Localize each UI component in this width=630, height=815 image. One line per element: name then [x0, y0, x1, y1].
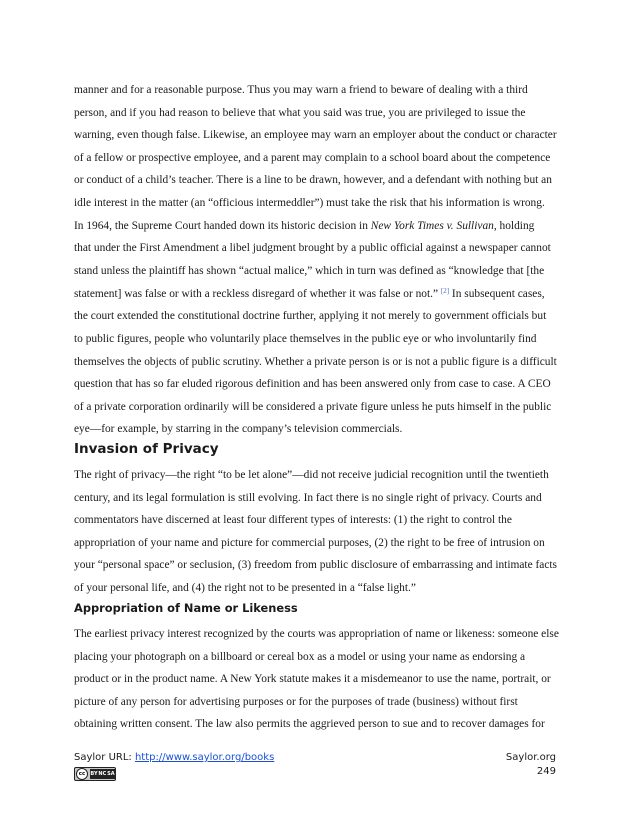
body-line: of a fellow or prospective employee, and a parent may complain to a school board about the competence [74, 152, 551, 164]
subsection-heading: Appropriation of Name or Likeness [74, 601, 298, 615]
body-text: , holding [493, 220, 535, 232]
body-line: obtaining written consent. The law also permits the aggrieved person to sue and to recover damages for [74, 718, 545, 730]
body-line: The right of privacy—the right “to be let alone”—did not receive judicial recognition until the twentieth [74, 469, 549, 481]
footnote-link[interactable]: [2] [440, 287, 450, 295]
body-text: statement] was false or with a reckless disregard of whether it was false or not.” [74, 288, 441, 300]
section-heading: Invasion of Privacy [74, 441, 219, 457]
body-line: the court extended the constitutional doctrine further, applying it not merely to government officials but [74, 310, 547, 322]
footer-url-label: Saylor URL: [74, 752, 135, 763]
body-line: warning, even though false. Likewise, an employee may warn an employer about the conduct or character [74, 129, 557, 141]
body-line: that under the First Amendment a libel judgment brought by a public official against a newspaper cannot [74, 242, 551, 254]
saylor-books-link[interactable]: http://www.saylor.org/books [134, 752, 275, 763]
body-line: of a private corporation ordinarily will be considered a private figure unless he puts himself in the public [74, 401, 552, 413]
by-icon: BY [90, 771, 98, 777]
body-line: to public figures, people who voluntarily place themselves in the public eye or who involuntarily find [74, 333, 537, 345]
body-line: stand unless the plaintiff has shown “actual malice,” which in turn was defined as “knowledge that [the [74, 265, 545, 277]
body-line: placing your photograph on a billboard or cereal box as a model or using your name as endorsing a [74, 651, 526, 663]
body-line: product or in the product name. A New York statute makes it a misdemeanor to use the name, portrait, or [74, 673, 551, 685]
page-number: 249 [536, 766, 556, 777]
body-line: question that has so far eluded rigorous definition and has been answered only from case to case. A CEO [74, 378, 551, 390]
body-line: or conduct of a child’s teacher. There is a line to be drawn, however, and a defendant with nothing but an [74, 174, 552, 186]
body-line: commentators have discerned at least four different types of interests: (1) the right to control the [74, 514, 512, 526]
body-line: picture of any person for advertising purposes or for the purposes of trade (business) without first [74, 696, 518, 708]
body-line: The earliest privacy interest recognized by the courts was appropriation of name or likeness: someone else [74, 628, 559, 640]
nc-icon: NC [98, 771, 107, 777]
footer-url [74, 752, 274, 763]
footer-site: Saylor.org [505, 752, 556, 763]
sa-icon: SA [107, 771, 115, 777]
case-name: New York Times v. Sullivan [370, 220, 494, 232]
body-line: person, and if you had reason to believe that what you said was true, you are privileged to issue the [74, 107, 526, 119]
body-line: your “personal space” or seclusion, (3) freedom from public disclosure of embarrassing and intimate facts [74, 559, 557, 571]
body-text: In 1964, the Supreme Court handed down its historic decision in [74, 220, 371, 232]
body-line: manner and for a reasonable purpose. Thus you may warn a friend to beware of dealing with a third [74, 84, 528, 96]
body-line-case [74, 219, 564, 233]
body-line: of your personal life, and (4) the right not to be presented in a “false light.” [74, 582, 416, 594]
body-line: eye—for example, by starring in the company’s television commercials. [74, 423, 403, 435]
body-text: In subsequent cases, [449, 288, 545, 300]
creative-commons-badge[interactable] [74, 767, 116, 781]
body-line: appropriation of your name and picture for commercial purposes, (2) the right to be free of intrusion on [74, 537, 545, 549]
license-terms [90, 769, 115, 779]
body-line-footnote [74, 287, 564, 302]
body-line: idle interest in the matter (an “officious intermeddler”) must take the risk that his information is wrong. [74, 197, 545, 209]
body-line: themselves the objects of public scrutiny. Whether a private person is or is not a public figure is a difficult [74, 356, 557, 368]
body-line: century, and its legal formulation is still evolving. In fact there is no single right of privacy. Courts and [74, 492, 542, 504]
cc-icon: cc [76, 768, 88, 780]
